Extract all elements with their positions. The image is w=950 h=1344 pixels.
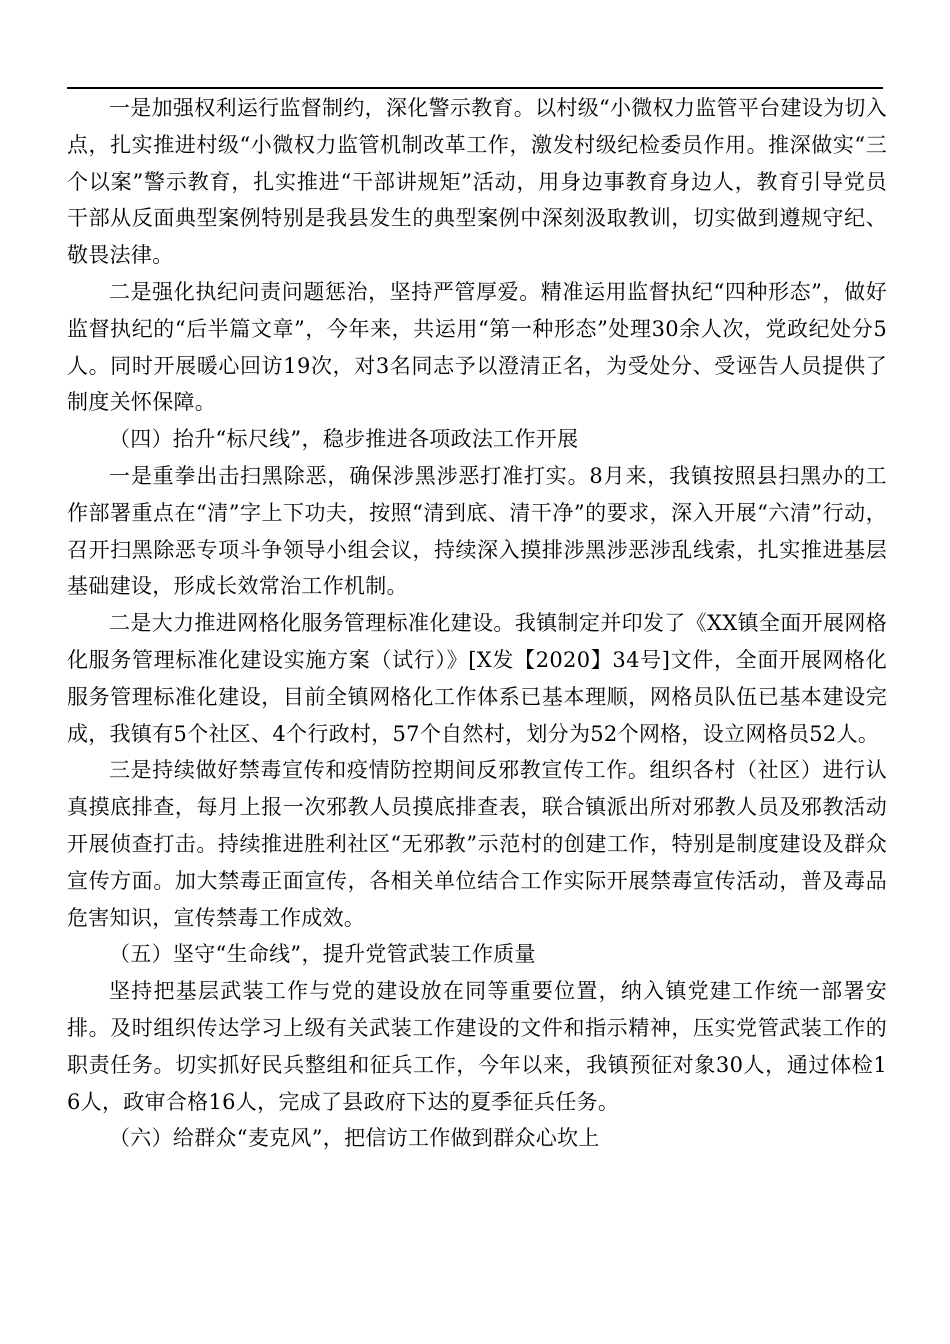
header-rule: [67, 87, 883, 89]
paragraph-supervision-education: 一是加强权利运行监督制约，深化警示教育。以村级“小微权力监管平台建设为切入点，扎实推进村级“小微权力监管机制改革工作，激发村级纪检委员作用。推深做实“三个以案”警示教育，扎实推进“干部讲规矩”活动，用身边事教育身边人，教育引导党员干部从反面典型案例特别是我县发生的典型案例中深刻汲取教训，切实做到遵规守纪、敬畏法律。: [67, 96, 887, 268]
section-heading-6: （六）给群众“麦克风”，把信访工作做到群众心坎上: [109, 1126, 600, 1151]
paragraph-anti-drug-anti-cult: 三是持续做好禁毒宣传和疫情防控期间反邪教宣传工作。组织各村（社区）进行认真摸底排查，每月上报一次邪教人员摸底排查表，联合镇派出所对邪教人员及邪教活动开展侦查打击。持续推进胜利社区“无邪教”示范村的创建工作，特别是制度建设及群众宣传方面。加大禁毒正面宣传，各相关单位结合工作实际开展禁毒宣传活动，普及毒品危害知识，宣传禁毒工作成效。: [67, 758, 887, 930]
section-heading-4: （四）抬升“标尺线”，稳步推进各项政法工作开展: [109, 427, 579, 452]
paragraph-discipline-accountability: 二是强化执纪问责问题惩治，坚持严管厚爱。精准运用监督执纪“四种形态”，做好监督执纪的“后半篇文章”，今年来，共运用“第一种形态”处理30余人次，党政纪处分5人。同时开展暖心回访19次，对3名同志予以澄清正名，为受处分、受诬告人员提供了制度关怀保障。: [67, 279, 887, 415]
document-body: [67, 90, 887, 1157]
paragraph-armed-forces: 坚持把基层武装工作与党的建设放在同等重要位置，纳入镇党建工作统一部署安排。及时组织传达学习上级有关武装工作建设的文件和指示精神，压实党管武装工作的职责任务。切实抓好民兵整组和征兵工作，今年以来，我镇预征对象30人，通过体检16人，政审合格16人，完成了县政府下达的夏季征兵任务。: [67, 979, 887, 1114]
paragraph-grid-management: 二是大力推进网格化服务管理标准化建设。我镇制定并印发了《XX镇全面开展网格化服务管理标准化建设实施方案（试行）》[X发【2020】34号]文件，全面开展网格化服务管理标准化建设，目前全镇网格化工作体系已基本理顺，网格员队伍已基本建设完成，我镇有5个社区、4个行政村，57个自然村，划分为52个网格，设立网格员52人。: [67, 611, 887, 746]
section-heading-5: （五）坚守“生命线”，提升党管武装工作质量: [109, 942, 536, 967]
paragraph-anti-crime: 一是重拳出击扫黑除恶，确保涉黑涉恶打准打实。8月来，我镇按照县扫黑办的工作部署重点在“清”字上下功夫，按照“清到底、清干净”的要求，深入开展“六清”行动，召开扫黑除恶专项斗争领导小组会议，持续深入摸排涉黑涉恶涉乱线索，扎实推进基层基础建设，形成长效常治工作机制。: [67, 463, 887, 599]
